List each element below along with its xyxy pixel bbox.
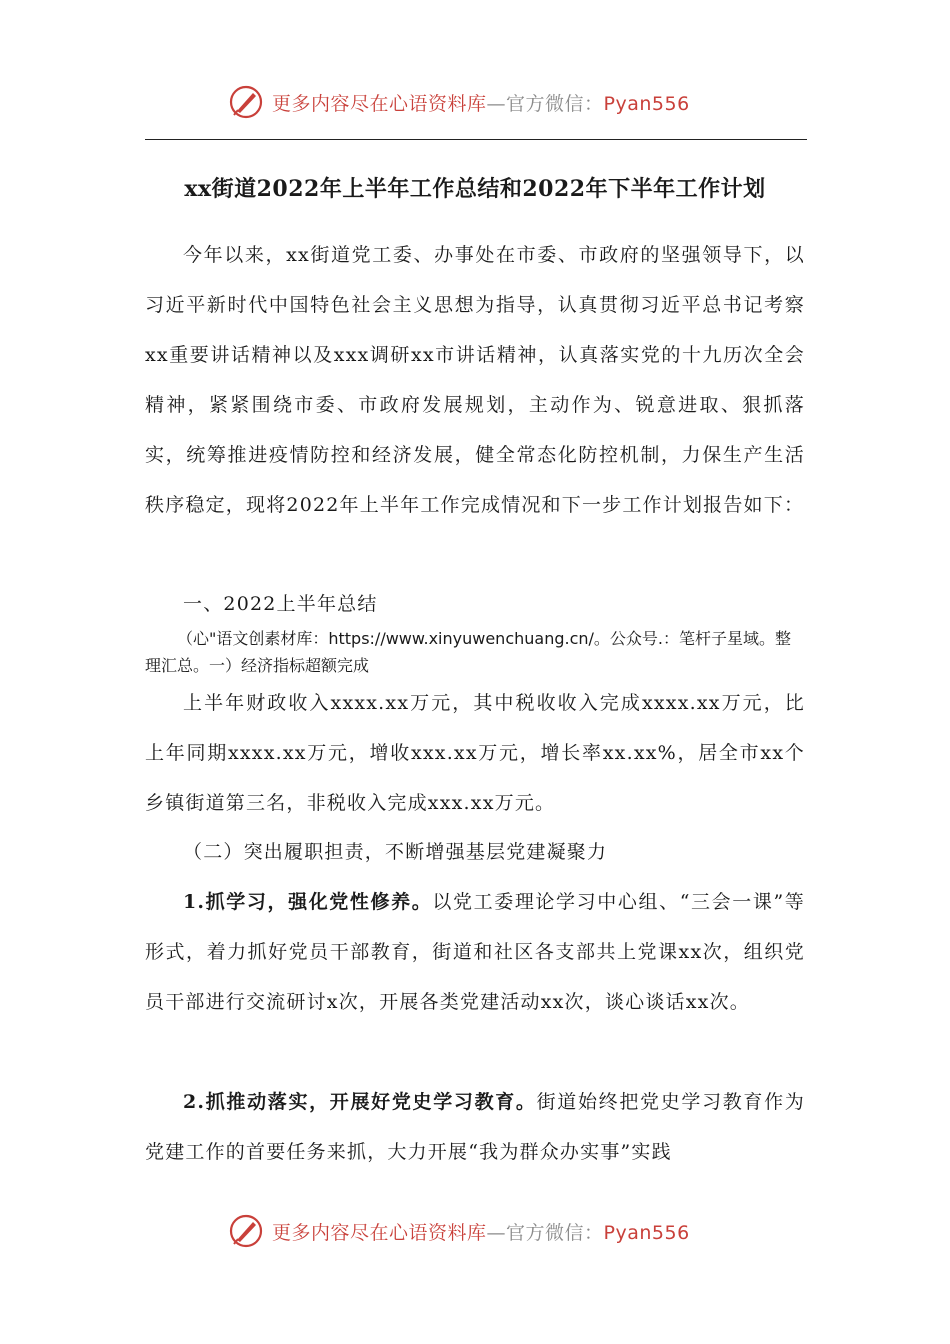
header-banner xyxy=(228,82,748,122)
item1-text: 以党工委理论学习中心组、“三会一课”等形式，着力抓好党员干部教育，街道和社区各支部共上党课xx次，组织党员干部进行交流研讨x次，开展各类党建活动xx次，谈心谈话xx次。 xyxy=(145,891,805,1013)
footer-slogan: 更多内容尽在心语资料库 xyxy=(272,1221,487,1244)
footer-separator: — xyxy=(486,1221,507,1244)
section1-heading: 一、2022上半年总结 xyxy=(183,593,378,615)
subsection2-heading: （二）突出履职担责，不断增强基层党建凝聚力 xyxy=(183,841,608,863)
pen-quill-logo-icon xyxy=(228,84,264,120)
banner-slogan: 更多内容尽在心语资料库 xyxy=(272,92,487,115)
footer-banner-text xyxy=(272,1218,690,1245)
footer-wechat-id: Pyan556 xyxy=(603,1221,690,1244)
footer-banner xyxy=(228,1211,748,1251)
banner-separator: — xyxy=(486,92,507,115)
item1-paragraph xyxy=(145,877,805,1027)
economy-paragraph: 上半年财政收入xxxx.xx万元，其中税收收入完成xxxx.xx万元，比上年同期xxxx.xx万元，增收xxx.xx万元，增长率xx.xx%，居全市xx个乡镇街道第三名，非税收入完成xxx.xx万元。 xyxy=(145,692,805,814)
item2-text: 街道始终把党史学习教育作为党建工作的首要任务来抓，大力开展“我为群众办实事”实践 xyxy=(145,1091,805,1163)
banner-wechat-id: Pyan556 xyxy=(603,92,690,115)
source-note: （心"语文创素材库：https://www.xinyuwenchuang.cn/。公众号.：笔杆子星域。整理汇总。一）经济指标超额完成 xyxy=(145,629,792,675)
banner-text xyxy=(272,89,690,116)
item2-paragraph xyxy=(145,1077,805,1177)
document-title: xx街道2022年上半年工作总结和2022年下半年工作计划 xyxy=(184,176,766,202)
header-divider xyxy=(145,139,807,140)
pen-quill-logo-icon xyxy=(228,1213,264,1249)
intro-paragraph: 今年以来，xx街道党工委、办事处在市委、市政府的坚强领导下，以习近平新时代中国特色社会主义思想为指导，认真贯彻习近平总书记考察xx重要讲话精神以及xxx调研xx市讲话精神，认真落实党的十九历次全会精神，紧紧围绕市委、市政府发展规划，主动作为、锐意进取、狠抓落实，统筹推进疫情防控和经济发展，健全常态化防控机制，力保生产生活秩序稳定，现将2022年上半年工作完成情况和下一步工作计划报告如下： xyxy=(145,244,805,516)
banner-wechat-label: 官方微信： xyxy=(506,92,604,115)
footer-wechat-label: 官方微信： xyxy=(506,1221,604,1244)
item1-bold-lead: 1.抓学习，强化党性修养。 xyxy=(183,891,433,913)
item2-bold-lead: 2.抓推动落实，开展好党史学习教育。 xyxy=(183,1091,537,1113)
